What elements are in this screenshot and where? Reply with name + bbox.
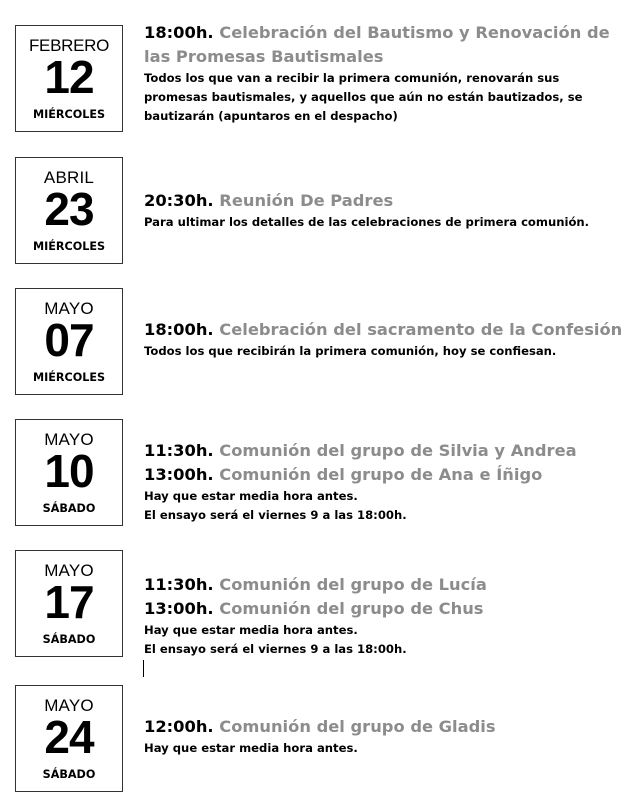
date-box [15, 550, 123, 657]
date-month: ABRIL [43, 168, 95, 187]
event-headline [144, 573, 619, 597]
event-time: 18:00h. [144, 23, 214, 42]
date-day: 10 [44, 445, 94, 497]
text-cursor [143, 660, 144, 677]
date-month: MAYO [44, 696, 94, 715]
event-headline [144, 715, 619, 739]
event-time: 11:30h. [144, 441, 214, 460]
event-headline [144, 21, 619, 69]
event-time: 11:30h. [144, 575, 214, 594]
event-title: Comunión del grupo de Ana e Íñigo [219, 465, 543, 484]
date-weekday: SÁBADO [42, 633, 96, 646]
date-weekday: MIÉRCOLES [32, 371, 106, 384]
date-box [15, 288, 123, 395]
date-day: 12 [44, 51, 94, 103]
event-headline [144, 463, 619, 487]
date-month: MAYO [44, 299, 94, 318]
event-title: Celebración del sacramento de la Confesión [219, 320, 623, 339]
event-note: Todos los que recibirán la primera comunión, hoy se confiesan. [144, 344, 557, 358]
date-box [15, 419, 123, 526]
event-title: Comunión del grupo de Chus [219, 599, 484, 618]
date-weekday: MIÉRCOLES [32, 108, 106, 121]
event-headline [144, 439, 619, 463]
event-time: 18:00h. [144, 320, 214, 339]
date-box [15, 25, 123, 132]
event-headline [144, 318, 623, 342]
event-content [144, 715, 619, 758]
event-headline [144, 597, 619, 621]
event-note: El ensayo será el viernes 9 a las 18:00h. [144, 508, 407, 522]
date-month: FEBRERO [28, 36, 110, 55]
date-box [15, 685, 123, 792]
event-content [144, 21, 619, 126]
event-note: Todos los que van a recibir la primera comunión, renovarán sus promesas bautismales, y aquellos que aún no están bautizados, se bautizarán (apuntaros en el despacho) [144, 71, 583, 123]
event-content [144, 573, 619, 659]
date-weekday: SÁBADO [42, 502, 96, 515]
event-title: Celebración del Bautismo y Renovación de las Promesas Bautismales [144, 23, 610, 66]
event-title: Comunión del grupo de Gladis [219, 717, 496, 736]
date-weekday: MIÉRCOLES [32, 240, 106, 253]
date-month: MAYO [44, 561, 94, 580]
date-day: 07 [44, 314, 94, 366]
date-day: 23 [44, 183, 94, 235]
event-headline [144, 189, 619, 213]
event-time: 13:00h. [144, 599, 214, 618]
date-month: MAYO [44, 430, 94, 449]
date-weekday: SÁBADO [42, 768, 96, 781]
event-content [144, 318, 623, 361]
event-time: 12:00h. [144, 717, 214, 736]
event-time: 13:00h. [144, 465, 214, 484]
event-note: Para ultimar los detalles de las celebraciones de primera comunión. [144, 215, 590, 229]
event-content [144, 189, 619, 232]
date-box [15, 157, 123, 264]
event-time: 20:30h. [144, 191, 214, 210]
event-title: Comunión del grupo de Silvia y Andrea [219, 441, 577, 460]
event-note: Hay que estar media hora antes. [144, 623, 358, 637]
event-note: El ensayo será el viernes 9 a las 18:00h. [144, 642, 407, 656]
date-day: 24 [44, 711, 94, 763]
event-title: Reunión De Padres [219, 191, 394, 210]
event-note: Hay que estar media hora antes. [144, 489, 358, 503]
date-day: 17 [44, 576, 94, 628]
event-title: Comunión del grupo de Lucía [219, 575, 487, 594]
event-content [144, 439, 619, 525]
event-note: Hay que estar media hora antes. [144, 741, 358, 755]
